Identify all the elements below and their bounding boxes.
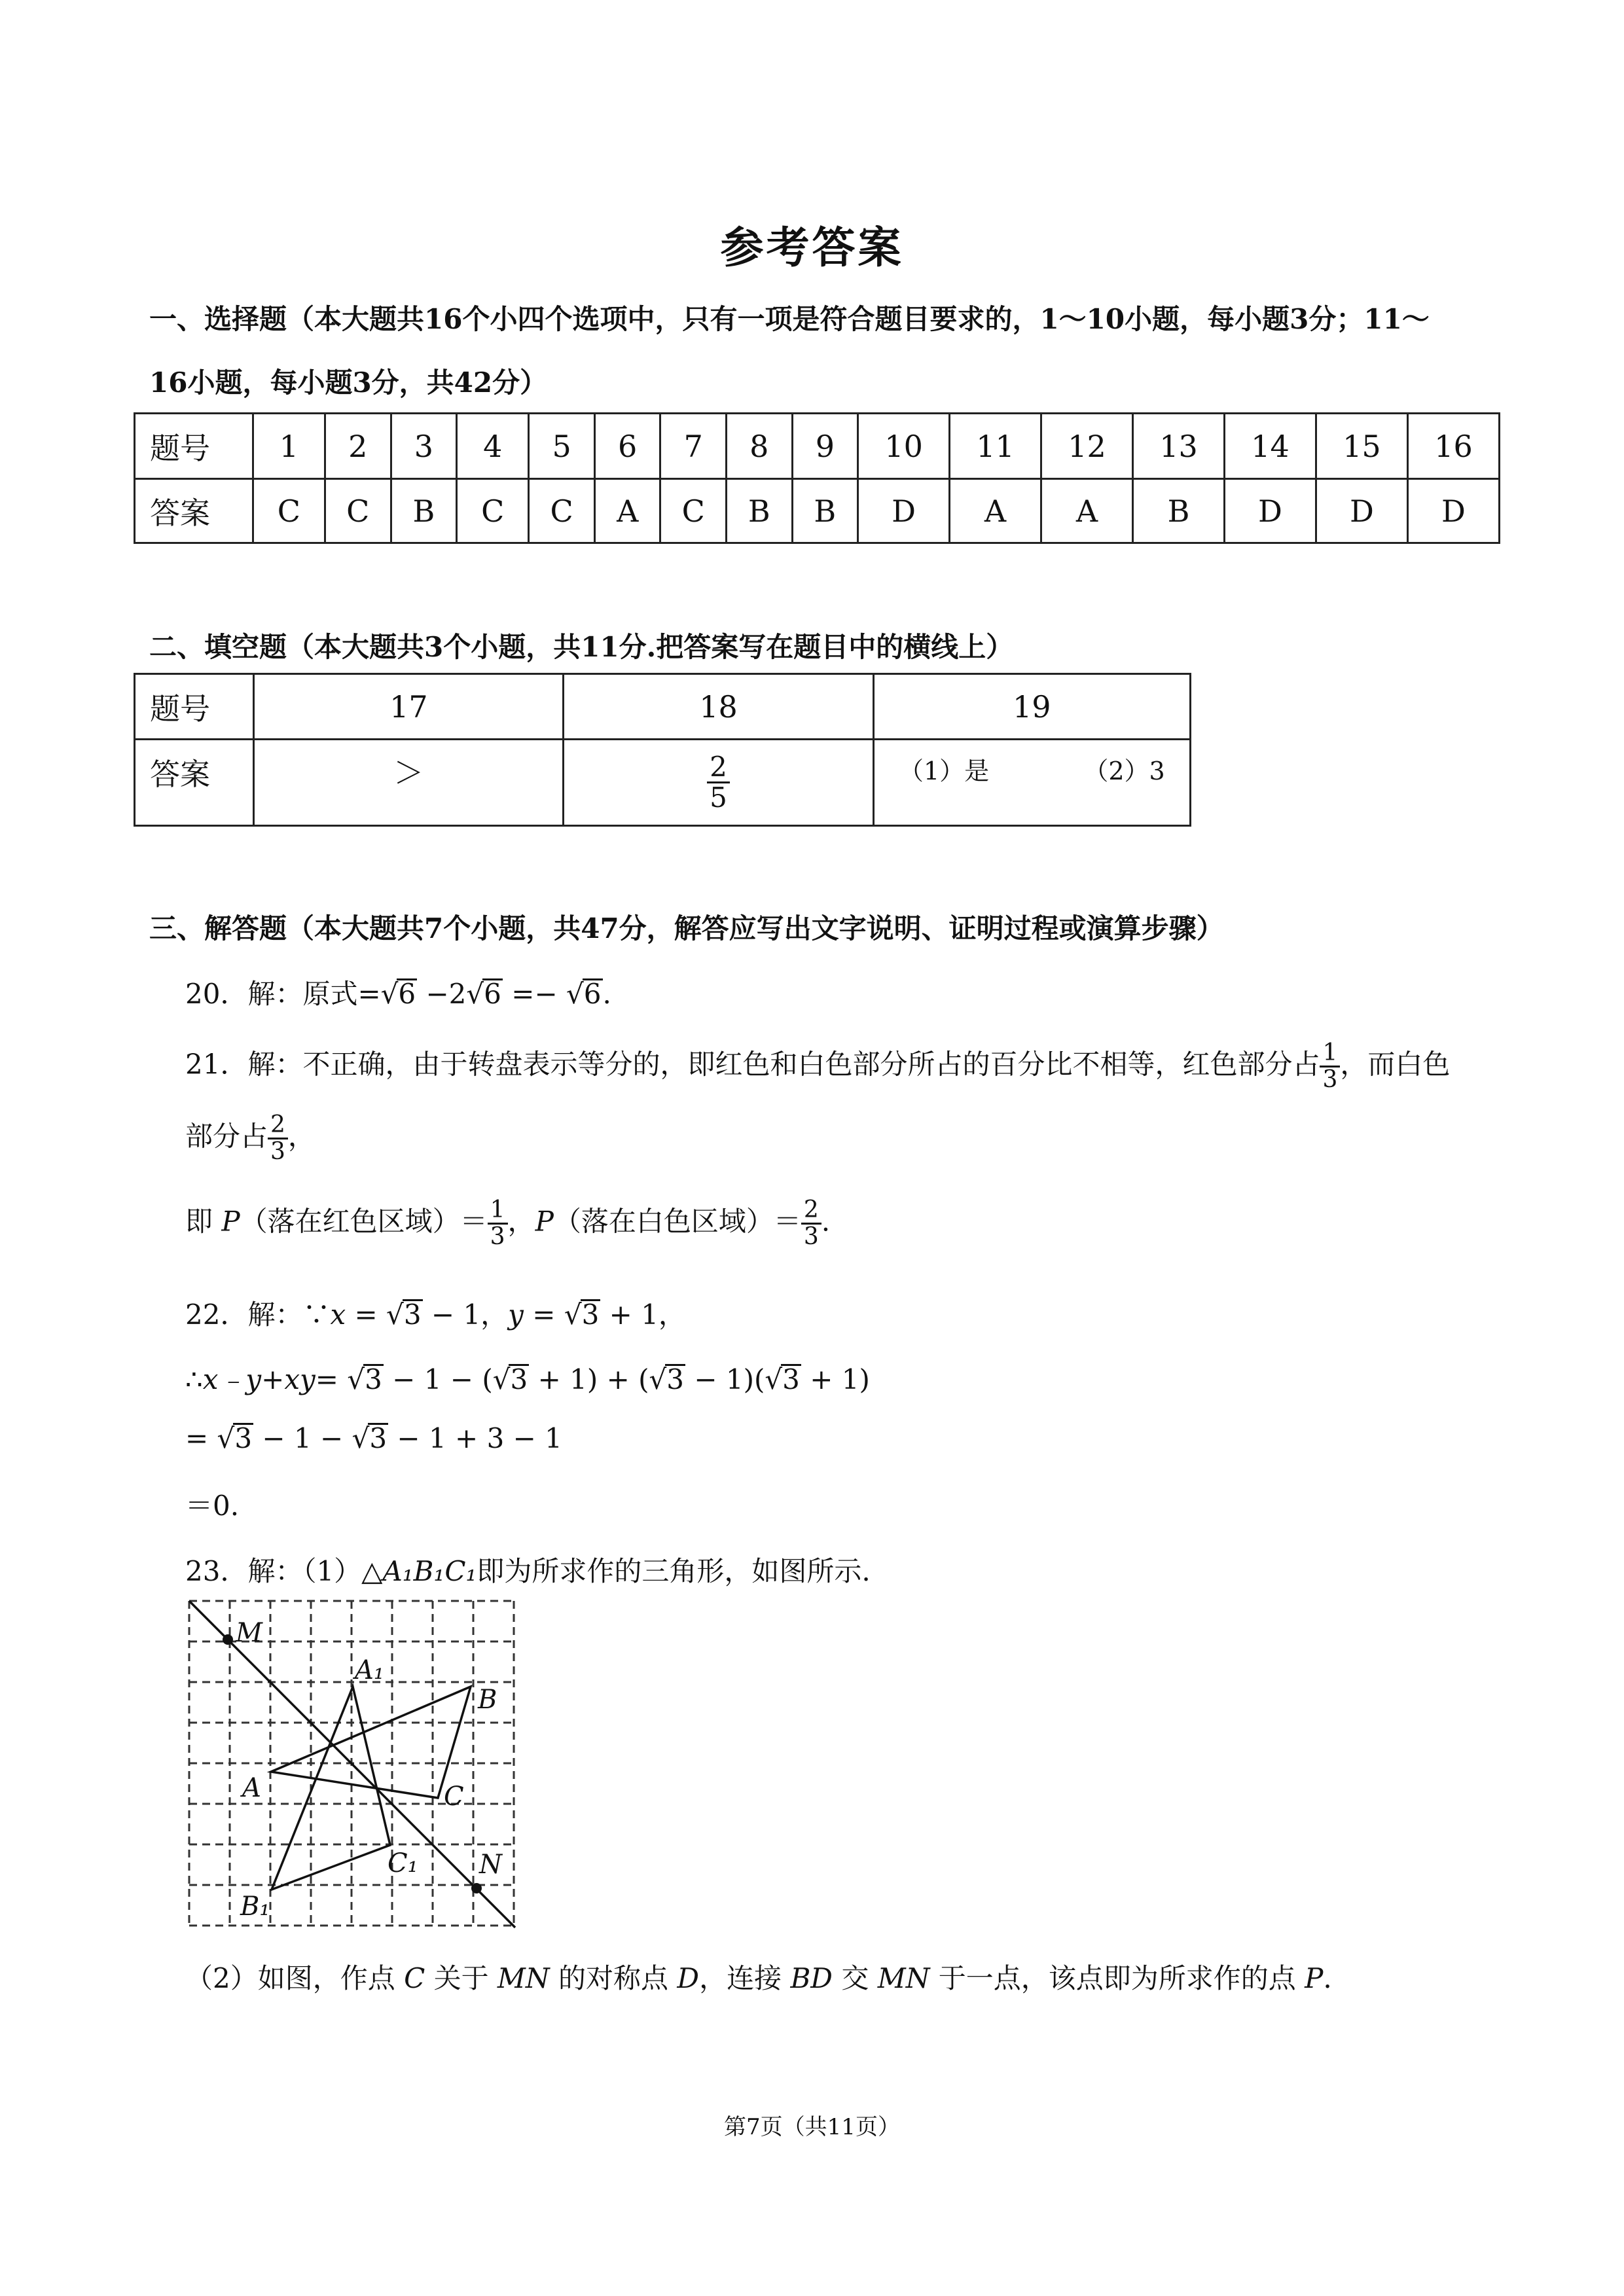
point-m	[223, 1634, 233, 1645]
table1-number-cell: 16	[1407, 414, 1499, 479]
q21-line3-d: （落在白色区域）＝	[553, 1205, 801, 1238]
table1-number-cell: 11	[950, 414, 1041, 479]
q22-x: x	[330, 1299, 346, 1331]
q23-bd: BD	[790, 1962, 833, 1994]
q20-lead: 20．解：原式=	[185, 978, 381, 1010]
table2-answer-17: ＞	[254, 740, 564, 826]
q22-expr: x﹣y+xy	[202, 1363, 316, 1395]
fraction-numerator: 2	[268, 1113, 288, 1139]
page-footer: 第7页（共11页）	[724, 2114, 900, 2140]
q23-p2-g: 于一点，该点即为所求作的点	[929, 1962, 1305, 1994]
table1-label-answer: 答案	[135, 479, 253, 543]
q23-p2-f: 交	[832, 1962, 878, 1994]
q22-line3-a: =	[185, 1422, 217, 1454]
q22-line1-d: =	[523, 1299, 564, 1331]
q20-eq: =−	[502, 978, 566, 1010]
table1-number-cell: 1	[253, 414, 325, 479]
choice-answer-table	[134, 412, 1500, 544]
q21-line1-tail: ，而白色	[1340, 1048, 1451, 1081]
q23-p2-d: 的对称点	[549, 1962, 677, 1994]
label-a: A	[242, 1773, 261, 1803]
label-m: M	[236, 1618, 262, 1648]
q22-line1-a: 22．解：∵	[185, 1299, 331, 1331]
q21-fraction-1-3	[1320, 1041, 1340, 1092]
q23-p2-e: ，连接	[699, 1962, 791, 1994]
q21-fraction-2-3	[268, 1113, 288, 1164]
section1-heading-line1: 一、选择题（本大题共16个小四个选项中，只有一项是符合题目要求的，1～10小题，每小题3分；11～	[149, 303, 1430, 335]
fraction-denominator: 3	[270, 1138, 285, 1165]
table1-answer-cell: A	[950, 479, 1041, 543]
label-c: C	[444, 1782, 464, 1812]
q20-radicand-2: 6	[484, 978, 501, 1010]
table1-number-cell: 15	[1316, 414, 1407, 479]
table1-label-number: 题号	[135, 414, 253, 479]
q23-part2	[185, 1957, 1332, 1996]
q22-line3-b: − 1 −	[253, 1422, 352, 1454]
q23-p2-b: 关于	[425, 1962, 497, 1994]
q23-line1-b: 即为所求作的三角形，如图所示.	[477, 1555, 871, 1587]
section2-heading: 二、填空题（本大题共3个小题，共11分.把答案写在题目中的横线上）	[149, 631, 1014, 663]
page-title: 参考答案	[720, 222, 904, 273]
table1-number-cell: 4	[457, 414, 529, 479]
q22-line2-e: − 1)(	[685, 1363, 765, 1395]
q21-line2	[185, 1113, 316, 1164]
q21-p1: P	[221, 1205, 240, 1238]
table1-number-cell: 12	[1041, 414, 1133, 479]
q22-y: y	[508, 1299, 524, 1331]
q23-triangle-name: A₁B₁C₁	[382, 1555, 477, 1587]
q22-line3: = √3 − 1 − √3 − 1 + 3 − 1	[185, 1422, 562, 1454]
table1-answer-cell: B	[727, 479, 793, 543]
q21-fraction-2-3b	[801, 1198, 821, 1249]
table1-answer-cell: B	[391, 479, 457, 543]
answer-19-part2: （2）3	[1083, 757, 1165, 785]
q22-radicand: 3	[581, 1299, 600, 1331]
table1-answer-cell: D	[1407, 479, 1499, 543]
q21-line2-tail: ，	[287, 1120, 316, 1153]
q20-radicand-1: 6	[398, 978, 416, 1010]
table2-label-answer: 答案	[135, 740, 254, 826]
q22-line3-c: − 1 + 3 − 1	[388, 1422, 562, 1454]
q20-mid: −2	[417, 978, 467, 1010]
q23-point-p: P	[1305, 1962, 1324, 1994]
q22-line1: 22．解：∵x = √3 − 1，y = √3 + 1，	[185, 1299, 686, 1331]
fraction-numerator: 2	[801, 1198, 821, 1225]
table1-answer-cell: C	[325, 479, 391, 543]
table1-number-cell: 9	[792, 414, 858, 479]
q21-line1	[185, 1041, 1450, 1092]
q22-line2-d: + 1) + (	[529, 1363, 649, 1395]
table2-answer-18	[564, 740, 873, 826]
q22-radicand: 3	[510, 1363, 528, 1395]
table1-number-cell: 2	[325, 414, 391, 479]
q20-end: .	[602, 978, 611, 1010]
table1-answer-cell: D	[1316, 479, 1407, 543]
label-b1: B₁	[240, 1892, 270, 1922]
q22-line1-b: =	[346, 1299, 387, 1331]
q22-line2-f: + 1)	[801, 1363, 870, 1395]
q22-radicand: 3	[365, 1363, 382, 1395]
q21-line3-e: .	[821, 1205, 831, 1238]
table1-answer-cell: A	[1041, 479, 1133, 543]
q21-line3	[185, 1198, 830, 1249]
q23-mn2: MN	[877, 1962, 930, 1994]
q21-line2-text: 部分占	[185, 1120, 268, 1153]
table1-number-cell: 3	[391, 414, 457, 479]
fraction-numerator: 1	[1320, 1041, 1340, 1067]
fraction-numerator: 1	[488, 1198, 508, 1225]
fill-answer-table	[134, 673, 1191, 827]
fraction-denominator: 3	[803, 1223, 819, 1250]
q22-line2-b: =	[315, 1363, 348, 1395]
label-c1: C₁	[388, 1848, 418, 1878]
q22-line1-c: − 1，	[422, 1299, 509, 1331]
table1-answer-cell: B	[1133, 479, 1225, 543]
label-n: N	[479, 1850, 502, 1880]
q22-radicand: 3	[666, 1363, 684, 1395]
fraction-denominator: 5	[710, 781, 727, 814]
table1-number-cell: 7	[660, 414, 727, 479]
q23-point-c: C	[404, 1962, 425, 1994]
table2-number-18: 18	[564, 674, 873, 740]
q21-line3-c: ，	[507, 1205, 535, 1238]
triangle-abc	[271, 1687, 471, 1798]
fraction-numerator: 2	[707, 753, 730, 783]
q22-therefore: ∴	[185, 1363, 203, 1395]
table2-answer-19	[873, 740, 1190, 826]
table1-answer-cell: D	[858, 479, 950, 543]
q21-fraction-1-3b	[488, 1198, 508, 1249]
q21-line1-text: 21．解：不正确，由于转盘表示等分的，即红色和白色部分所占的百分比不相等，红色部分占	[185, 1048, 1320, 1081]
point-n	[471, 1883, 482, 1893]
q21-p2: P	[535, 1205, 554, 1238]
q23-p2-a: （2）如图，作点	[185, 1962, 405, 1994]
table1-answer-cell: A	[594, 479, 660, 543]
label-a1: A₁	[355, 1655, 384, 1685]
q22-radicand: 3	[403, 1299, 422, 1331]
table1-number-cell: 8	[727, 414, 793, 479]
q20-line: 20．解：原式=√6 −2√6 =− √6.	[185, 978, 611, 1010]
table2-number-17: 17	[254, 674, 564, 740]
q21-line3-a: 即	[185, 1205, 222, 1238]
table1-answer-cell: C	[253, 479, 325, 543]
q22-line2: ∴x﹣y+xy= √3 − 1 − (√3 + 1) + (√3 − 1)(√3 + 1)	[185, 1363, 870, 1395]
q23-line1-a: 23．解：（1）△	[185, 1555, 383, 1587]
q22-radicand: 3	[234, 1422, 253, 1454]
table1-answer-cell: B	[792, 479, 858, 543]
fraction-denominator: 3	[1322, 1066, 1338, 1093]
table1-number-cell: 13	[1133, 414, 1225, 479]
q23-p2-h: .	[1323, 1962, 1332, 1994]
answer-19-part1: （1）是	[898, 757, 990, 785]
q23-figure	[185, 1597, 538, 1944]
q23-mn: MN	[497, 1962, 550, 1994]
q22-radicand: 3	[369, 1422, 388, 1454]
table1-answer-cell: C	[457, 479, 529, 543]
table1-number-cell: 6	[594, 414, 660, 479]
table1-number-cell: 5	[529, 414, 595, 479]
section3-heading: 三、解答题（本大题共7个小题，共47分，解答应写出文字说明、证明过程或演算步骤）	[149, 912, 1224, 944]
table2-label-number: 题号	[135, 674, 254, 740]
q22-line2-c: − 1 − (	[383, 1363, 493, 1395]
q23-line1	[185, 1550, 871, 1589]
q22-radicand: 3	[782, 1363, 800, 1395]
fraction-2-5	[707, 750, 730, 814]
q21-line3-b: （落在红色区域）＝	[240, 1205, 488, 1238]
q22-line4: ＝0.	[185, 1490, 240, 1522]
q22-line1-e: + 1，	[600, 1299, 686, 1331]
label-b: B	[478, 1685, 497, 1715]
table1-answer-cell: D	[1224, 479, 1316, 543]
table2-number-19: 19	[873, 674, 1190, 740]
table1-number-cell: 14	[1224, 414, 1316, 479]
section1-heading-line2: 16小题，每小题3分，共42分）	[149, 367, 548, 399]
table1-answer-cell: C	[529, 479, 595, 543]
table1-number-cell: 10	[858, 414, 950, 479]
table1-answer-cell: C	[660, 479, 727, 543]
fraction-denominator: 3	[490, 1223, 505, 1250]
q20-radicand-3: 6	[583, 978, 602, 1010]
q23-point-d: D	[677, 1962, 700, 1994]
